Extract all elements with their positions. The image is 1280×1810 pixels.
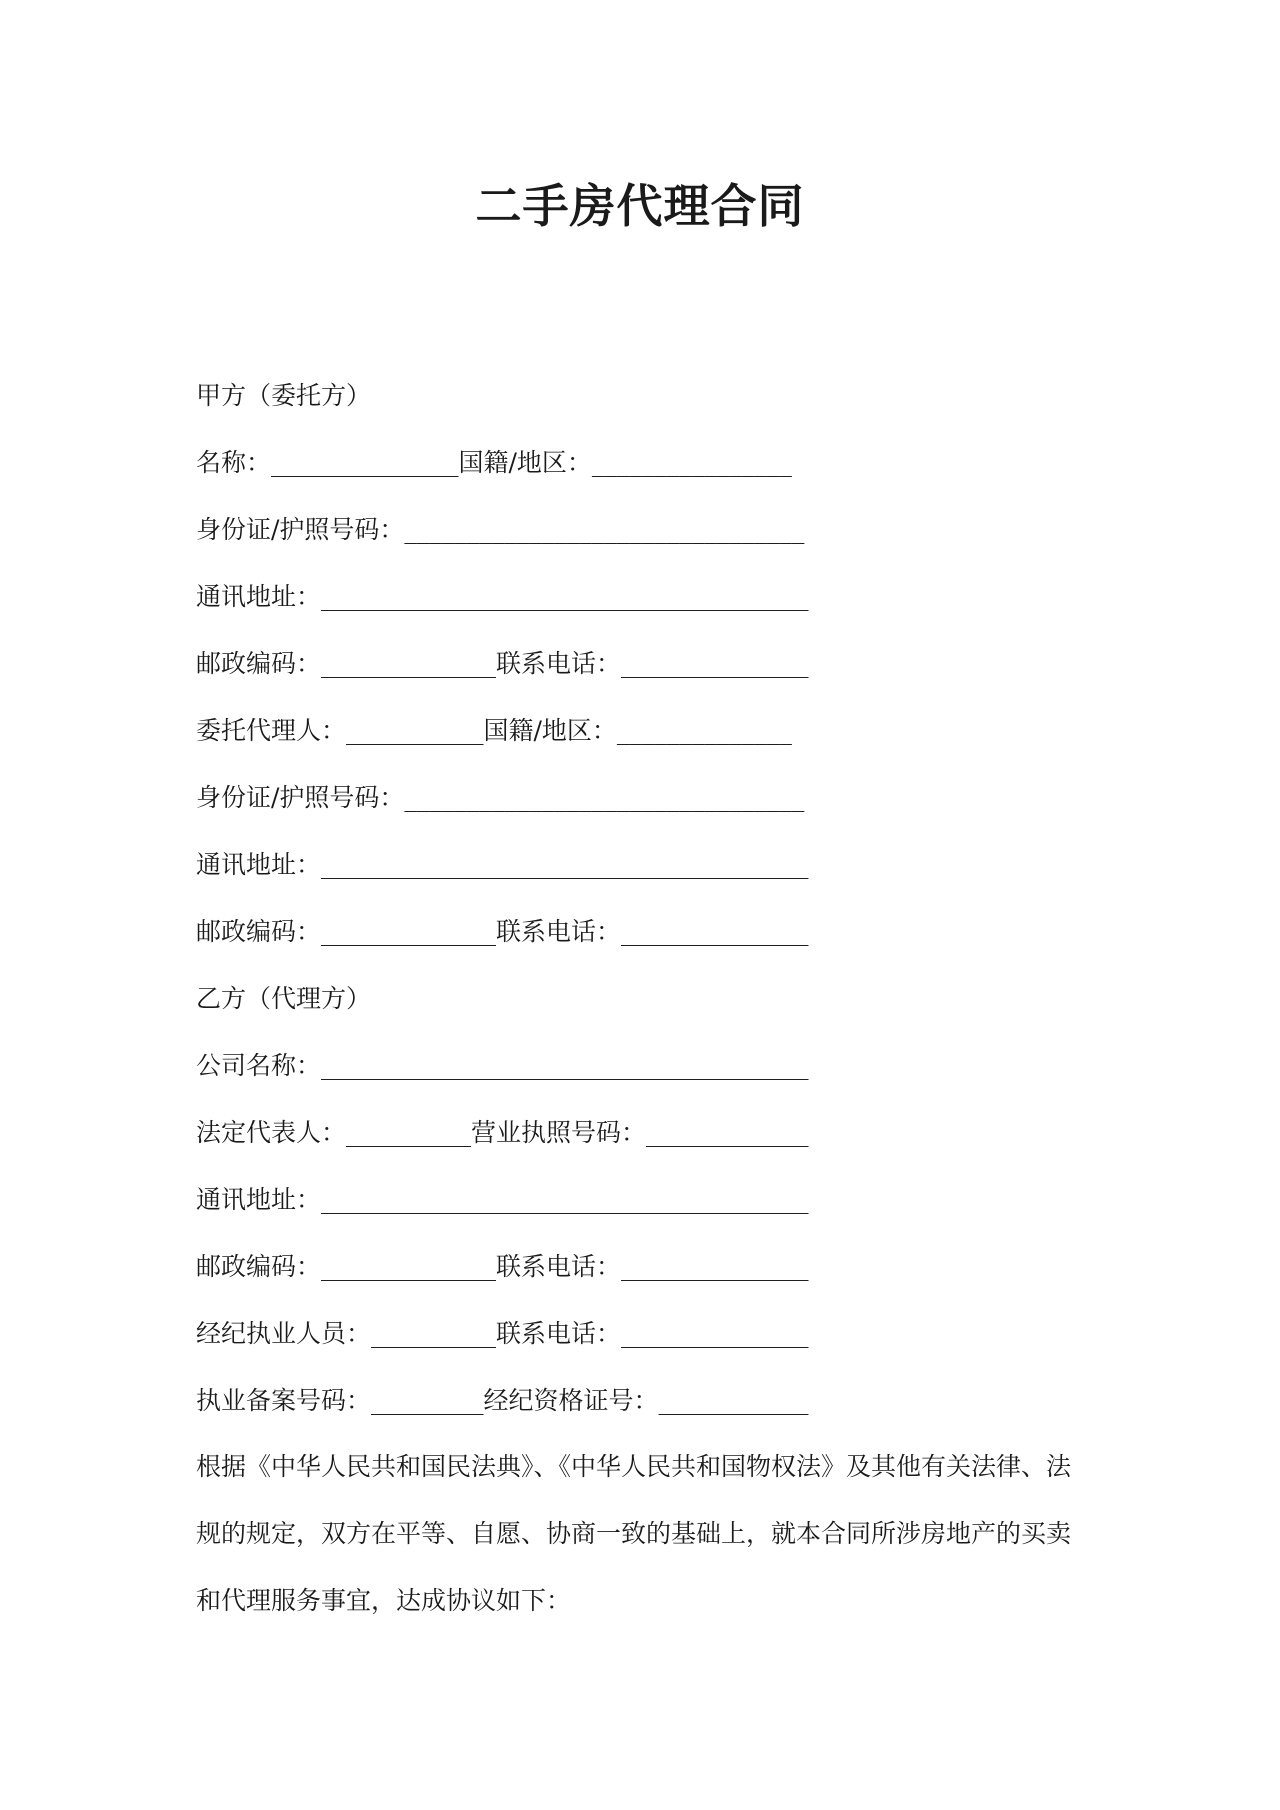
party-a-agent-line: 委托代理人：___________国籍/地区：______________ bbox=[196, 716, 792, 745]
party-b-address-line: 通讯地址：_______________________________________ bbox=[196, 1185, 809, 1214]
party-b-company-line: 公司名称：_______________________________________ bbox=[196, 1051, 809, 1080]
preamble-line: 和代理服务事宜，达成协议如下： bbox=[196, 1586, 572, 1615]
party-a-agent-address-line: 通讯地址：_______________________________________ bbox=[196, 850, 809, 879]
party-a-agent-id-line: 身份证/护照号码：________________________________ bbox=[196, 783, 805, 812]
preamble-paragraph bbox=[196, 1433, 1101, 1634]
party-b-legal-rep-line: 法定代表人：__________营业执照号码：_____________ bbox=[196, 1118, 809, 1147]
party-a-address-line: 通讯地址：_______________________________________ bbox=[196, 582, 809, 611]
party-a-heading: 甲方（委托方） bbox=[196, 381, 372, 410]
party-b-broker-line: 经纪执业人员：__________联系电话：_______________ bbox=[196, 1319, 809, 1348]
party-b-heading: 乙方（代理方） bbox=[196, 984, 372, 1013]
preamble-line: 规的规定，双方在平等、自愿、协商一致的基础上，就本合同所涉房地产的买卖 bbox=[196, 1519, 1072, 1548]
party-a-postcode-line: 邮政编码：______________联系电话：_______________ bbox=[196, 649, 809, 678]
preamble-line: 根据《中华人民共和国民法典》、《中华人民共和国物权法》及其他有关法律、法 bbox=[196, 1452, 1072, 1481]
party-a-id-line: 身份证/护照号码：________________________________ bbox=[196, 515, 805, 544]
party-b-registration-line: 执业备案号码：_________经纪资格证号：____________ bbox=[196, 1386, 809, 1415]
party-b-postcode-line: 邮政编码：______________联系电话：_______________ bbox=[196, 1252, 809, 1281]
party-a-name-line: 名称：_______________国籍/地区：________________ bbox=[196, 448, 792, 477]
party-a-agent-postcode-line: 邮政编码：______________联系电话：_______________ bbox=[196, 917, 809, 946]
contract-title: 二手房代理合同 bbox=[475, 179, 805, 233]
